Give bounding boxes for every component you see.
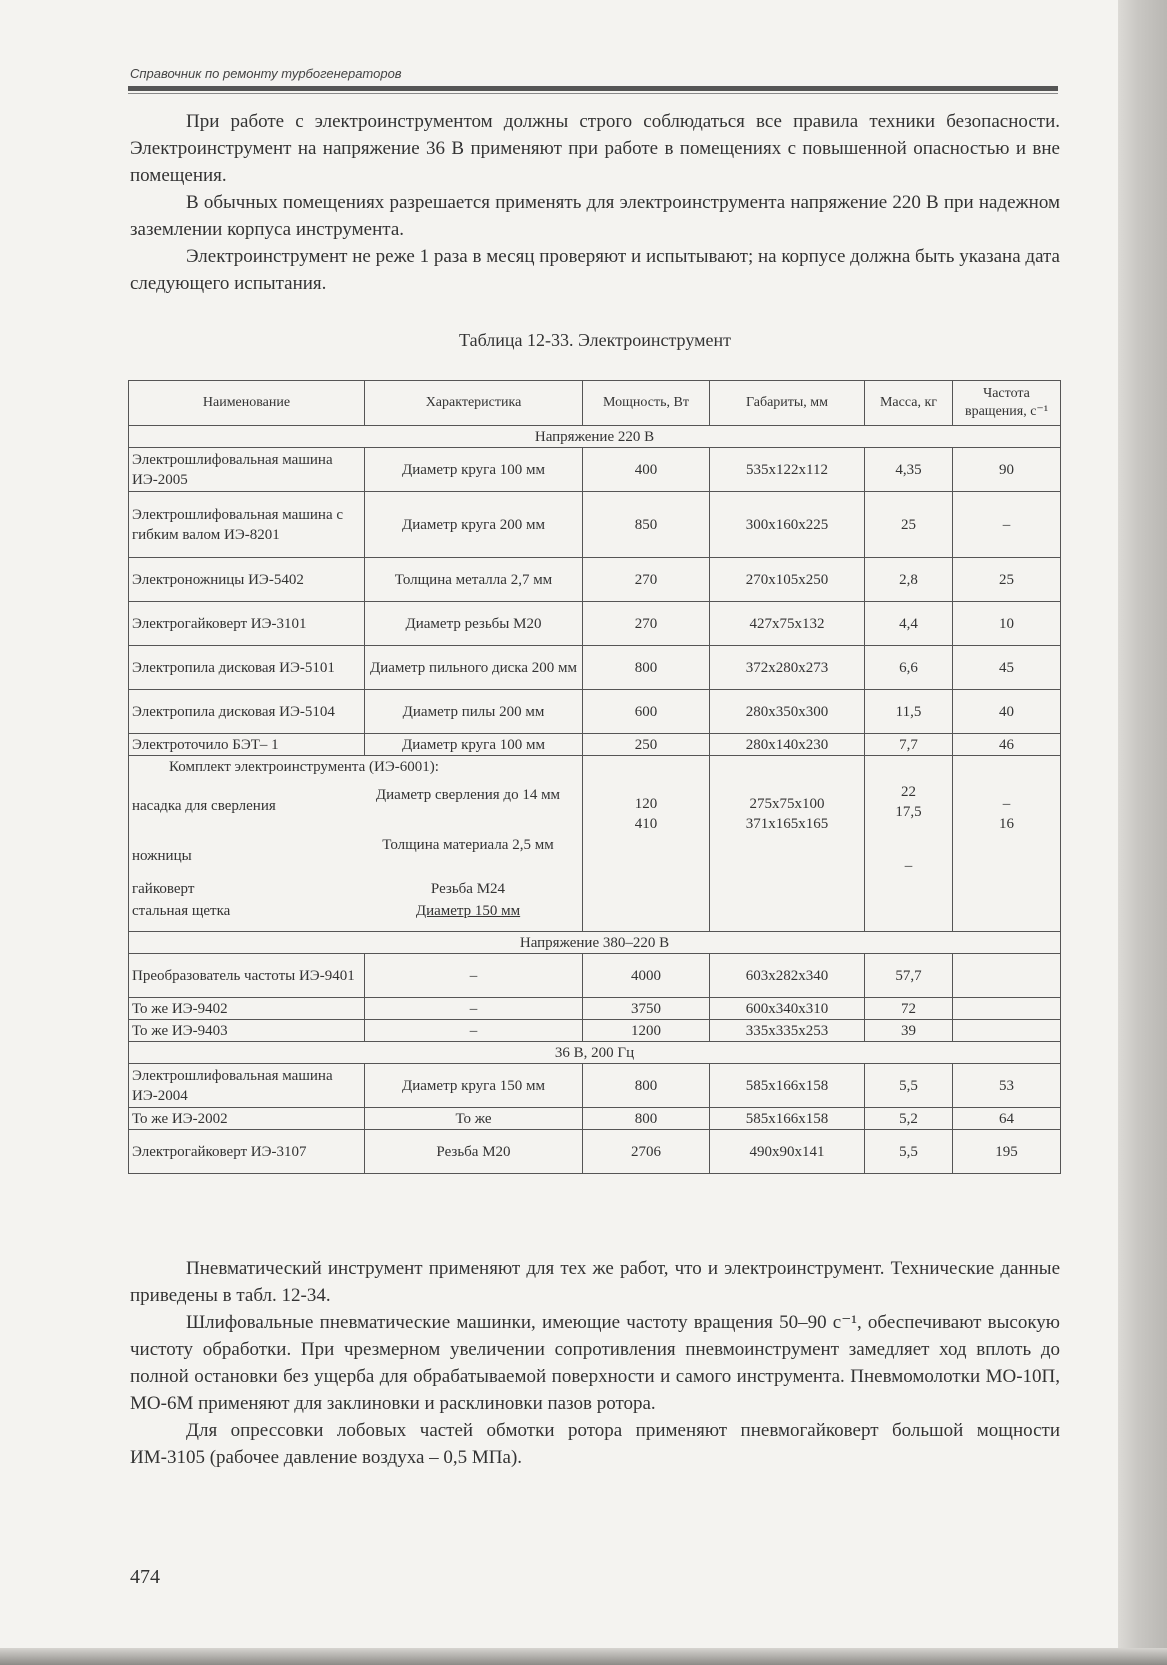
section-title: 36 В, 200 Гц xyxy=(129,1042,1061,1064)
kit-wrench-char: Резьба М24 xyxy=(430,881,506,897)
cell-mass: 4,35 xyxy=(865,448,953,492)
cell-name: Электрошлифовальная машина с гибким валом ИЭ-8201 xyxy=(129,492,365,558)
cell-mass: 72 xyxy=(865,998,953,1020)
cell-frequency xyxy=(953,954,1061,998)
cell-frequency: 53 xyxy=(953,1064,1061,1108)
section-title: Напряжение 220 В xyxy=(129,426,1061,448)
cell-characteristic: – xyxy=(365,1020,583,1042)
kit-brush-char: Диаметр 150 мм xyxy=(415,903,521,919)
bottom-page-edge xyxy=(0,1648,1167,1665)
cell-mass: 39 xyxy=(865,1020,953,1042)
cell-name: Электропила дисковая ИЭ-5104 xyxy=(129,690,365,734)
header-name: Наименование xyxy=(129,381,365,426)
cell-mass: 4,4 xyxy=(865,602,953,646)
cell-power: 800 xyxy=(583,1064,710,1108)
kit-mass xyxy=(865,756,953,932)
kit-mass-2: 17,5 xyxy=(895,804,922,820)
header-characteristic: Характеристика xyxy=(365,381,583,426)
paragraph: Пневматический инструмент применяют для тех же работ, что и электроинструмент. Технические данные приведены в табл. 12-34. xyxy=(130,1258,1060,1306)
cell-name: Электрогайковерт ИЭ-3101 xyxy=(129,602,365,646)
section-title: Напряжение 380–220 В xyxy=(129,932,1061,954)
table-caption: Таблица 12-33. Электроинструмент xyxy=(459,330,731,350)
kit-dims-1: 275x75x100 xyxy=(749,796,825,812)
kit-drill-line xyxy=(129,784,582,828)
kit-shears-char: Толщина материала 2,5 мм xyxy=(382,837,554,853)
kit-shears-line xyxy=(129,834,582,878)
cell-name: Электроножницы ИЭ-5402 xyxy=(129,558,365,602)
header-dimensions: Габариты, мм xyxy=(710,381,865,426)
cell-mass: 5,5 xyxy=(865,1130,953,1174)
page-number: 474 xyxy=(130,1566,160,1588)
table-row xyxy=(129,1064,1061,1108)
kit-wrench-line xyxy=(129,878,582,900)
kit-drill-name: насадка для сверления xyxy=(132,798,276,814)
paragraph: Для опрессовки лобовых частей обмотки ротора применяют пневмогайковерт большой мощности ИМ-3105 (рабочее давление воздуха – 0,5 МПа). xyxy=(130,1420,1060,1468)
cell-dimensions: 280x350x300 xyxy=(710,690,865,734)
kit-mass-3: – xyxy=(904,858,913,874)
cell-frequency: 46 xyxy=(953,734,1061,756)
cell-characteristic: – xyxy=(365,998,583,1020)
cell-frequency xyxy=(953,998,1061,1020)
cell-dimensions: 600x340x310 xyxy=(710,998,865,1020)
cell-power: 3750 xyxy=(583,998,710,1020)
cell-power: 800 xyxy=(583,646,710,690)
kit-dims-2: 371x165x165 xyxy=(745,816,829,832)
cell-mass: 25 xyxy=(865,492,953,558)
kit-freq-2: 16 xyxy=(999,816,1014,832)
cell-dimensions: 335x335x253 xyxy=(710,1020,865,1042)
cell-dimensions: 585x166x158 xyxy=(710,1108,865,1130)
cell-dimensions: 490x90x141 xyxy=(710,1130,865,1174)
table-row xyxy=(129,734,1061,756)
cell-power: 850 xyxy=(583,492,710,558)
cell-power: 2706 xyxy=(583,1130,710,1174)
kit-power-1: 120 xyxy=(634,796,658,812)
cell-frequency: 40 xyxy=(953,690,1061,734)
kit-row xyxy=(129,756,1061,932)
kit-dimensions xyxy=(710,756,865,932)
cell-characteristic: Диаметр круга 100 мм xyxy=(365,448,583,492)
cell-name: То же ИЭ-2002 xyxy=(129,1108,365,1130)
cell-characteristic: Диаметр круга 200 мм xyxy=(365,492,583,558)
table-row xyxy=(129,602,1061,646)
outro-text xyxy=(130,1255,1060,1471)
cell-power: 4000 xyxy=(583,954,710,998)
table-row xyxy=(129,690,1061,734)
cell-mass: 7,7 xyxy=(865,734,953,756)
kit-brush-name: стальная щетка xyxy=(132,903,231,919)
cell-mass: 11,5 xyxy=(865,690,953,734)
cell-mass: 57,7 xyxy=(865,954,953,998)
cell-characteristic: Толщина металла 2,7 мм xyxy=(365,558,583,602)
kit-power-2: 410 xyxy=(634,816,658,832)
cell-frequency: – xyxy=(953,492,1061,558)
cell-power: 270 xyxy=(583,602,710,646)
tools-table xyxy=(128,380,1061,1174)
cell-frequency: 45 xyxy=(953,646,1061,690)
intro-text xyxy=(130,108,1060,297)
header-rule xyxy=(128,86,1058,91)
cell-power: 600 xyxy=(583,690,710,734)
paragraph: Электроинструмент не реже 1 раза в месяц проверяют и испытывают; на корпусе должна быть указана дата следующего испытания. xyxy=(130,246,1060,294)
cell-characteristic: – xyxy=(365,954,583,998)
cell-power: 270 xyxy=(583,558,710,602)
cell-characteristic: Резьба М20 xyxy=(365,1130,583,1174)
cell-name: Электропила дисковая ИЭ-5101 xyxy=(129,646,365,690)
cell-dimensions: 300x160x225 xyxy=(710,492,865,558)
cell-dimensions: 270x105x250 xyxy=(710,558,865,602)
cell-name: Электрошлифовальная машина ИЭ-2004 xyxy=(129,1064,365,1108)
cell-characteristic: То же xyxy=(365,1108,583,1130)
cell-characteristic: Диаметр пильного диска 200 мм xyxy=(365,646,583,690)
page-edge xyxy=(1118,0,1167,1665)
kit-brush-line xyxy=(129,900,582,922)
table-row xyxy=(129,558,1061,602)
cell-name: То же ИЭ-9402 xyxy=(129,998,365,1020)
kit-drill-char: Диаметр сверления до 14 мм xyxy=(375,787,561,803)
cell-mass: 6,6 xyxy=(865,646,953,690)
cell-characteristic: Диаметр резьбы М20 xyxy=(365,602,583,646)
cell-frequency: 64 xyxy=(953,1108,1061,1130)
cell-dimensions: 427x75x132 xyxy=(710,602,865,646)
cell-name: Электрошлифовальная машина ИЭ-2005 xyxy=(129,448,365,492)
kit-cell xyxy=(129,756,583,932)
kit-freq-1: – xyxy=(1002,796,1011,812)
kit-title: Комплект электроинструмента (ИЭ-6001): xyxy=(169,759,439,775)
cell-dimensions: 372x280x273 xyxy=(710,646,865,690)
cell-frequency: 195 xyxy=(953,1130,1061,1174)
table-row xyxy=(129,492,1061,558)
header-frequency: Частота вращения, с⁻¹ xyxy=(953,381,1061,426)
cell-dimensions: 603x282x340 xyxy=(710,954,865,998)
table-row xyxy=(129,1020,1061,1042)
kit-frequency xyxy=(953,756,1061,932)
header-mass: Масса, кг xyxy=(865,381,953,426)
paragraph: В обычных помещениях разрешается применять для электроинструмента напряжение 220 В при надежном заземлении корпуса инструмента. xyxy=(130,192,1060,240)
paragraph: При работе с электроинструментом должны строго соблюдаться все правила техники безопасности. Электроинструмент на напряжение 36 В применяют при работе в помещениях с повышенной опасностью и вне помещения. xyxy=(130,111,1060,186)
cell-power: 800 xyxy=(583,1108,710,1130)
cell-frequency: 90 xyxy=(953,448,1061,492)
paragraph: Шлифовальные пневматические машинки, имеющие частоту вращения 50–90 с⁻¹, обеспечивают высокую чистоту обработки. При чрезмерном увеличении сопротивления пневмоинструмент замедляет ход вплоть до полной остановки без ущерба для обрабатываемой поверхности и самого инструмента. Пневмомолотки МО-10П, МО-6М применяют для заклиновки и расклиновки пазов ротора. xyxy=(130,1312,1060,1414)
cell-characteristic: Диаметр круга 100 мм xyxy=(365,734,583,756)
cell-mass: 5,5 xyxy=(865,1064,953,1108)
running-head: Справочник по ремонту турбогенераторов xyxy=(130,66,402,81)
cell-name: Преобразователь частоты ИЭ-9401 xyxy=(129,954,365,998)
table-row xyxy=(129,646,1061,690)
cell-power: 250 xyxy=(583,734,710,756)
cell-power: 1200 xyxy=(583,1020,710,1042)
kit-shears-name: ножницы xyxy=(132,848,192,864)
cell-name: Электрогайковерт ИЭ-3107 xyxy=(129,1130,365,1174)
kit-wrench-name: гайковерт xyxy=(132,881,195,897)
cell-frequency: 10 xyxy=(953,602,1061,646)
kit-mass-1: 22 xyxy=(901,784,916,800)
header-power: Мощность, Вт xyxy=(583,381,710,426)
table-row xyxy=(129,954,1061,998)
cell-characteristic: Диаметр круга 150 мм xyxy=(365,1064,583,1108)
cell-name: То же ИЭ-9403 xyxy=(129,1020,365,1042)
cell-dimensions: 585x166x158 xyxy=(710,1064,865,1108)
table-row xyxy=(129,998,1061,1020)
cell-mass: 5,2 xyxy=(865,1108,953,1130)
table-row xyxy=(129,448,1061,492)
cell-dimensions: 280x140x230 xyxy=(710,734,865,756)
header-rule-thin xyxy=(128,93,1058,94)
cell-power: 400 xyxy=(583,448,710,492)
cell-frequency xyxy=(953,1020,1061,1042)
table-row xyxy=(129,1130,1061,1174)
cell-characteristic: Диаметр пилы 200 мм xyxy=(365,690,583,734)
table-row xyxy=(129,1108,1061,1130)
cell-frequency: 25 xyxy=(953,558,1061,602)
kit-power xyxy=(583,756,710,932)
cell-mass: 2,8 xyxy=(865,558,953,602)
table-header-row xyxy=(129,381,1061,426)
cell-name: Электроточило БЭТ– 1 xyxy=(129,734,365,756)
cell-dimensions: 535x122x112 xyxy=(710,448,865,492)
